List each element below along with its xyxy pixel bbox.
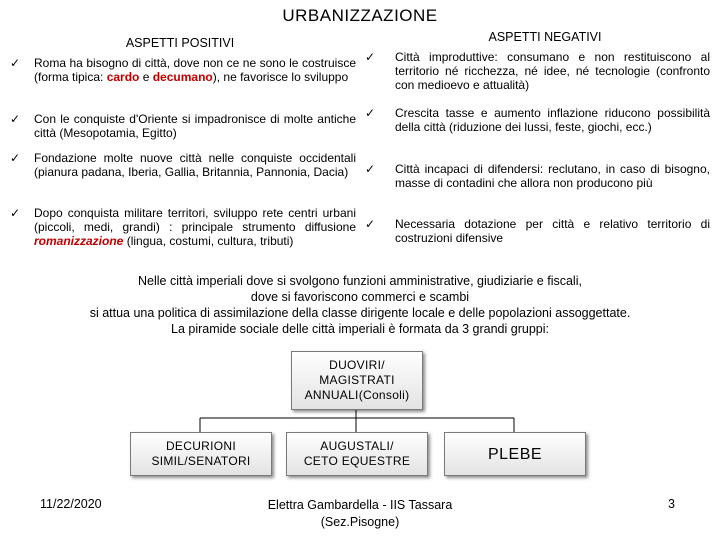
positive-heading: ASPETTI POSITIVI [125,36,235,50]
paragraph-line: Nelle città imperiali dove si svolgono funzioni amministrative, giudiziarie e fiscali, [138,274,582,288]
positive-item-text: Con le conquiste d'Oriente si impadronisce di molte antiche città (Mesopotamia, Egitto) [34,112,356,140]
box-line: ANNUALI(Consoli) [304,388,410,402]
term-cardo: cardo [106,70,140,84]
box-line: SIMIL/SENATORI [151,454,251,468]
box-line: MAGISTRATI [319,373,395,387]
term-decumano: decumano [152,70,213,84]
footer-author [230,497,490,531]
check-icon: ✓ [10,151,21,165]
footer-page-number: 3 [668,497,675,511]
check-icon: ✓ [365,106,376,120]
pyramid-box-plebe [444,432,586,476]
negative-heading: ASPETTI NEGATIVI [488,30,602,44]
positive-item-text: Fondazione molte nuove città nelle conquiste occidentali (pianura padana, Iberia, Gallia, Britannia, Pannonia, Dacia) [34,151,356,179]
check-icon: ✓ [365,162,376,176]
box-line: CETO EQUESTRE [303,454,411,468]
box-line: AUGUSTALI/ [320,439,394,453]
paragraph-line: La piramide sociale delle città imperiali è formata da 3 grandi gruppi: [171,322,549,336]
check-icon: ✓ [10,112,21,126]
slide-title: URBANIZZAZIONE [282,6,438,25]
check-icon: ✓ [10,206,21,220]
check-icon: ✓ [365,50,376,64]
paragraph-line: si attua una politica di assimilazione della classe dirigente locale e delle popolazioni assoggettate. [89,306,631,320]
check-icon: ✓ [10,56,21,70]
positive-item-text: Roma ha bisogno di città, dove non ce ne sono le costruisce (forma tipica: cardo e decumano), ne favorisce lo sviluppo [34,56,356,84]
pyramid-box-augustali [286,432,428,476]
positive-item-text: Dopo conquista militare territori, sviluppo rete centri urbani (piccoli, medi, grandi) : principale strumento diffusione romanizzazione (lingua, costumi, cultura, tributi) [34,206,356,248]
negative-item-text: Crescita tasse e aumento inflazione riducono possibilità della città (riduzione dei lussi, feste, giochi, ecc.) [395,106,710,134]
pyramid-box-top [291,351,423,410]
negative-item-text: Città improduttive: consumano e non restituiscono al territorio né ricchezza, né idee, né tecnologie (confronto con medioevo e attualità) [395,50,710,92]
footer-date: 11/22/2020 [40,497,102,511]
negative-item-text: Necessaria dotazione per città e relativo territorio di costruzioni difensive [395,217,710,245]
pyramid-box-decurioni [130,432,272,476]
footer-author-line: Elettra Gambardella - IIS Tassara [267,498,453,512]
box-line: DECURIONI [165,439,237,453]
paragraph-line: dove si favoriscono commerci e scambi [250,290,470,304]
box-line: PLEBE [487,445,543,463]
check-icon: ✓ [365,217,376,231]
footer-author-line: (Sez.Pisogne) [320,515,400,529]
negative-item-text: Città incapaci di difendersi: reclutano, in caso di bisogno, masse di contadini che allora non producono più [395,162,710,190]
box-line: DUOVIRI/ [329,358,385,372]
term-romanizzazione: romanizzazione [34,234,124,248]
